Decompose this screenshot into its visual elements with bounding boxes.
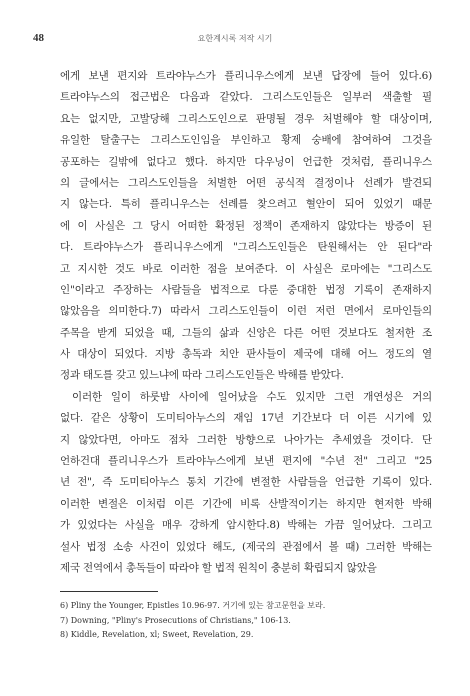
body-line: 주목을 받게 되었을 때, 그들의 삶과 신앙은 다른 어떤 것보다도 철저한 조 [60,326,432,339]
body-line: 고 지시한 것도 바로 이러한 점을 보여준다. 이 사실은 로마에는 "그리스도 [60,262,432,275]
body-line: 가 있었다는 사실을 매우 강하게 암시한다.8) 박해는 가끔 일어났다. 그리고 [60,519,432,532]
body-line: 않았음을 의미한다.7) 따라서 그리스도인들이 이런 저런 면에서 로마인들의 [60,305,432,318]
body-line: 이러한 일이 하룻밤 사이에 일어났을 수도 있지만 그런 개연성은 거의 [72,390,432,403]
body-line: 설사 법정 소송 사건이 있었다 해도, (제국의 관점에서 볼 때) 그러한 박해는 [60,540,432,553]
body-line: 의 글에서는 그리스도인들을 처벌한 어떤 공식적 결정이나 선례가 발견되 [60,176,432,189]
footnotes [60,599,432,643]
footnote: 7) Downing, "Pliny's Prosecutions of Christians," 106-13. [60,615,291,625]
body-line: 정과 태도를 갖고 있느냐에 따라 그리스도인들은 박해를 받았다. [60,369,344,382]
running-head: 요한계시록 저작 시기 [197,34,273,43]
body-line: 사 대상이 되었다. 지방 총독과 치안 판사들이 제국에 대해 어느 정도의 열 [60,348,432,361]
body-line: 다. 트라야누스가 플리니우스에게 "그리스도인들은 탄원해서는 안 된다"라 [60,241,432,254]
body-line: 트라야누스의 접근법은 다음과 같았다. 그리스도인들은 일부러 색출할 필 [60,91,432,104]
body-line: 인"이라고 주장하는 사람들을 법적으로 다룬 중대한 법정 기록이 존재하지 [60,283,432,296]
body-line: 없다. 같은 상황이 도미티아누스의 재임 17년 기간보다 더 이른 시기에 있 [60,412,432,425]
footnote: 8) Kiddle, Revelation, xl; Sweet, Revelation, 29. [60,630,254,639]
body-line: 에 이 사실은 그 당시 어떠한 확정된 정책이 존재하지 않았다는 방증이 된 [60,219,432,232]
body-line: 지 않았다면, 아마도 점차 그러한 방향으로 나아가는 추세였을 것이다. 단 [60,433,432,446]
body-line: 에게 보낸 편지와 트라야누스가 플리니우스에게 보낸 답장에 들어 있다.6) [60,70,432,82]
body-line: 요는 없지만, 고발당해 그리스도인으로 판명될 경우 처벌해야 할 대상이며, [60,112,432,125]
body-line: 지 않는다. 특히 플리니우스는 선례를 찾으려고 혈안이 되어 있었기 때문 [60,198,432,211]
page-number: 48 [33,32,44,44]
body-line: 이러한 변절은 이처럼 이른 기간에 비록 산발적이기는 하지만 현저한 박해 [60,497,432,510]
body-line: 년 전", 즉 도미티아누스 통치 기간에 변절한 사람들을 언급한 기록이 있다. [60,476,432,489]
body-text [60,66,432,579]
body-line: 제국 전역에서 총독들이 따라야 할 법적 원칙이 충분히 확립되지 않았을 [60,561,377,574]
footnote: 6) Pliny the Younger, Epistles 10.96-97. 거기에 있는 참고문헌을 보라. [60,601,326,610]
footnote-rule [60,591,158,592]
body-line: 공포하는 길밖에 없다고 했다. 하지만 다우닝이 언급한 것처럼, 플리니우스 [60,155,432,168]
body-line: 유일한 탈출구는 그리스도인임을 부인하고 황제 숭배에 참여하여 그것을 [60,134,432,147]
body-line: 언하건대 플리니우스가 트라야누스에게 보낸 편지에 "수년 전" 그리고 "25 [60,455,432,468]
